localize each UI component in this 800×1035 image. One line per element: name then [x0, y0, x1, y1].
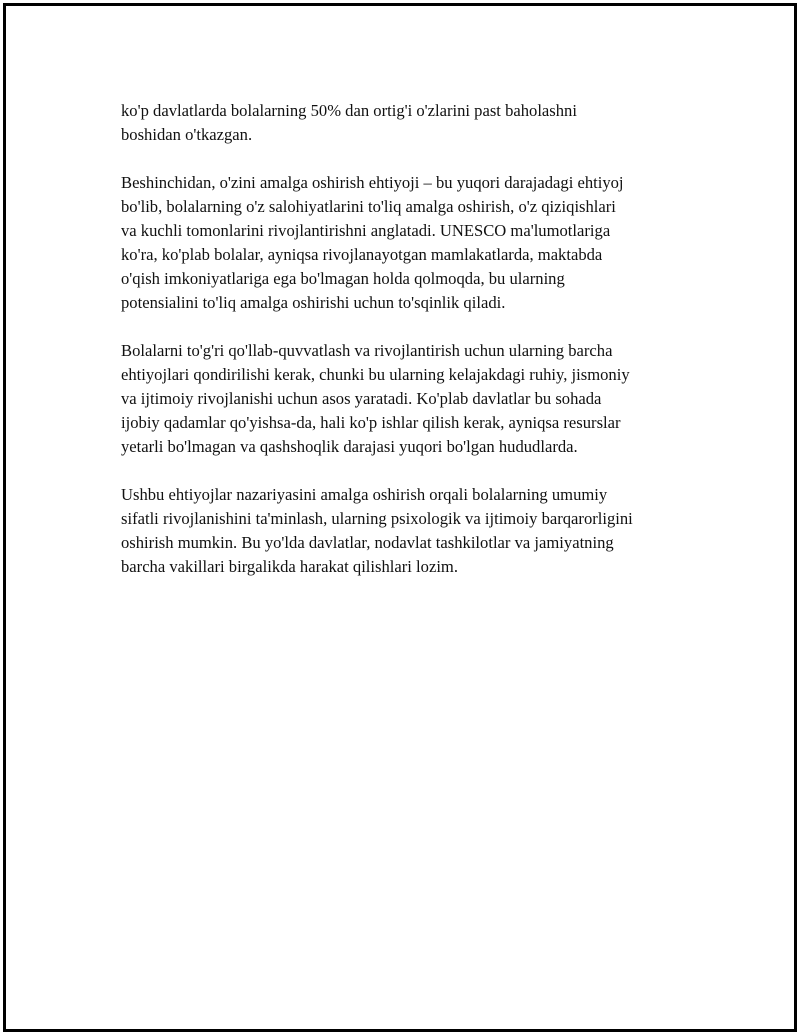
- text-line: potensialini to'liq amalga oshirishi uchun to'sqinlik qiladi.: [121, 293, 506, 312]
- text-line: boshidan o'tkazgan.: [121, 125, 253, 144]
- paragraph-1: [121, 99, 711, 147]
- text-line: Bolalarni to'g'ri qo'llab-quvvatlash va rivojlantirish uchun ularning barcha: [121, 341, 613, 360]
- text-line: barcha vakillari birgalikda harakat qilishlari lozim.: [121, 557, 458, 576]
- text-line: yetarli bo'lmagan va qashshoqlik darajasi yuqori bo'lgan hududlarda.: [121, 437, 578, 456]
- document-page: [3, 3, 797, 1032]
- text-line: va kuchli tomonlarini rivojlantirishni anglatadi. UNESCO ma'lumotlariga: [121, 221, 611, 240]
- paragraph-2: [121, 171, 711, 315]
- text-line: o'qish imkoniyatlariga ega bo'lmagan holda qolmoqda, bu ularning: [121, 269, 565, 288]
- text-line: ko'p davlatlarda bolalarning 50% dan ortig'i o'zlarini past baholashni: [121, 101, 577, 120]
- text-line: Ushbu ehtiyojlar nazariyasini amalga oshirish orqali bolalarning umumiy: [121, 485, 608, 504]
- paragraph-4: [121, 483, 711, 579]
- document-body: [121, 99, 711, 603]
- text-line: sifatli rivojlanishini ta'minlash, ularning psixologik va ijtimoiy barqarorligini: [121, 509, 633, 528]
- text-line: va ijtimoiy rivojlanishi uchun asos yaratadi. Ko'plab davlatlar bu sohada: [121, 389, 602, 408]
- paragraph-3: [121, 339, 711, 459]
- text-line: ijobiy qadamlar qo'yishsa-da, hali ko'p ishlar qilish kerak, ayniqsa resurslar: [121, 413, 621, 432]
- text-line: oshirish mumkin. Bu yo'lda davlatlar, nodavlat tashkilotlar va jamiyatning: [121, 533, 614, 552]
- text-line: bo'lib, bolalarning o'z salohiyatlarini to'liq amalga oshirish, o'z qiziqishlari: [121, 197, 616, 216]
- text-line: ehtiyojlari qondirilishi kerak, chunki bu ularning kelajakdagi ruhiy, jismoniy: [121, 365, 630, 384]
- text-line: Beshinchidan, o'zini amalga oshirish ehtiyoji – bu yuqori darajadagi ehtiyoj: [121, 173, 624, 192]
- text-line: ko'ra, ko'plab bolalar, ayniqsa rivojlanayotgan mamlakatlarda, maktabda: [121, 245, 603, 264]
